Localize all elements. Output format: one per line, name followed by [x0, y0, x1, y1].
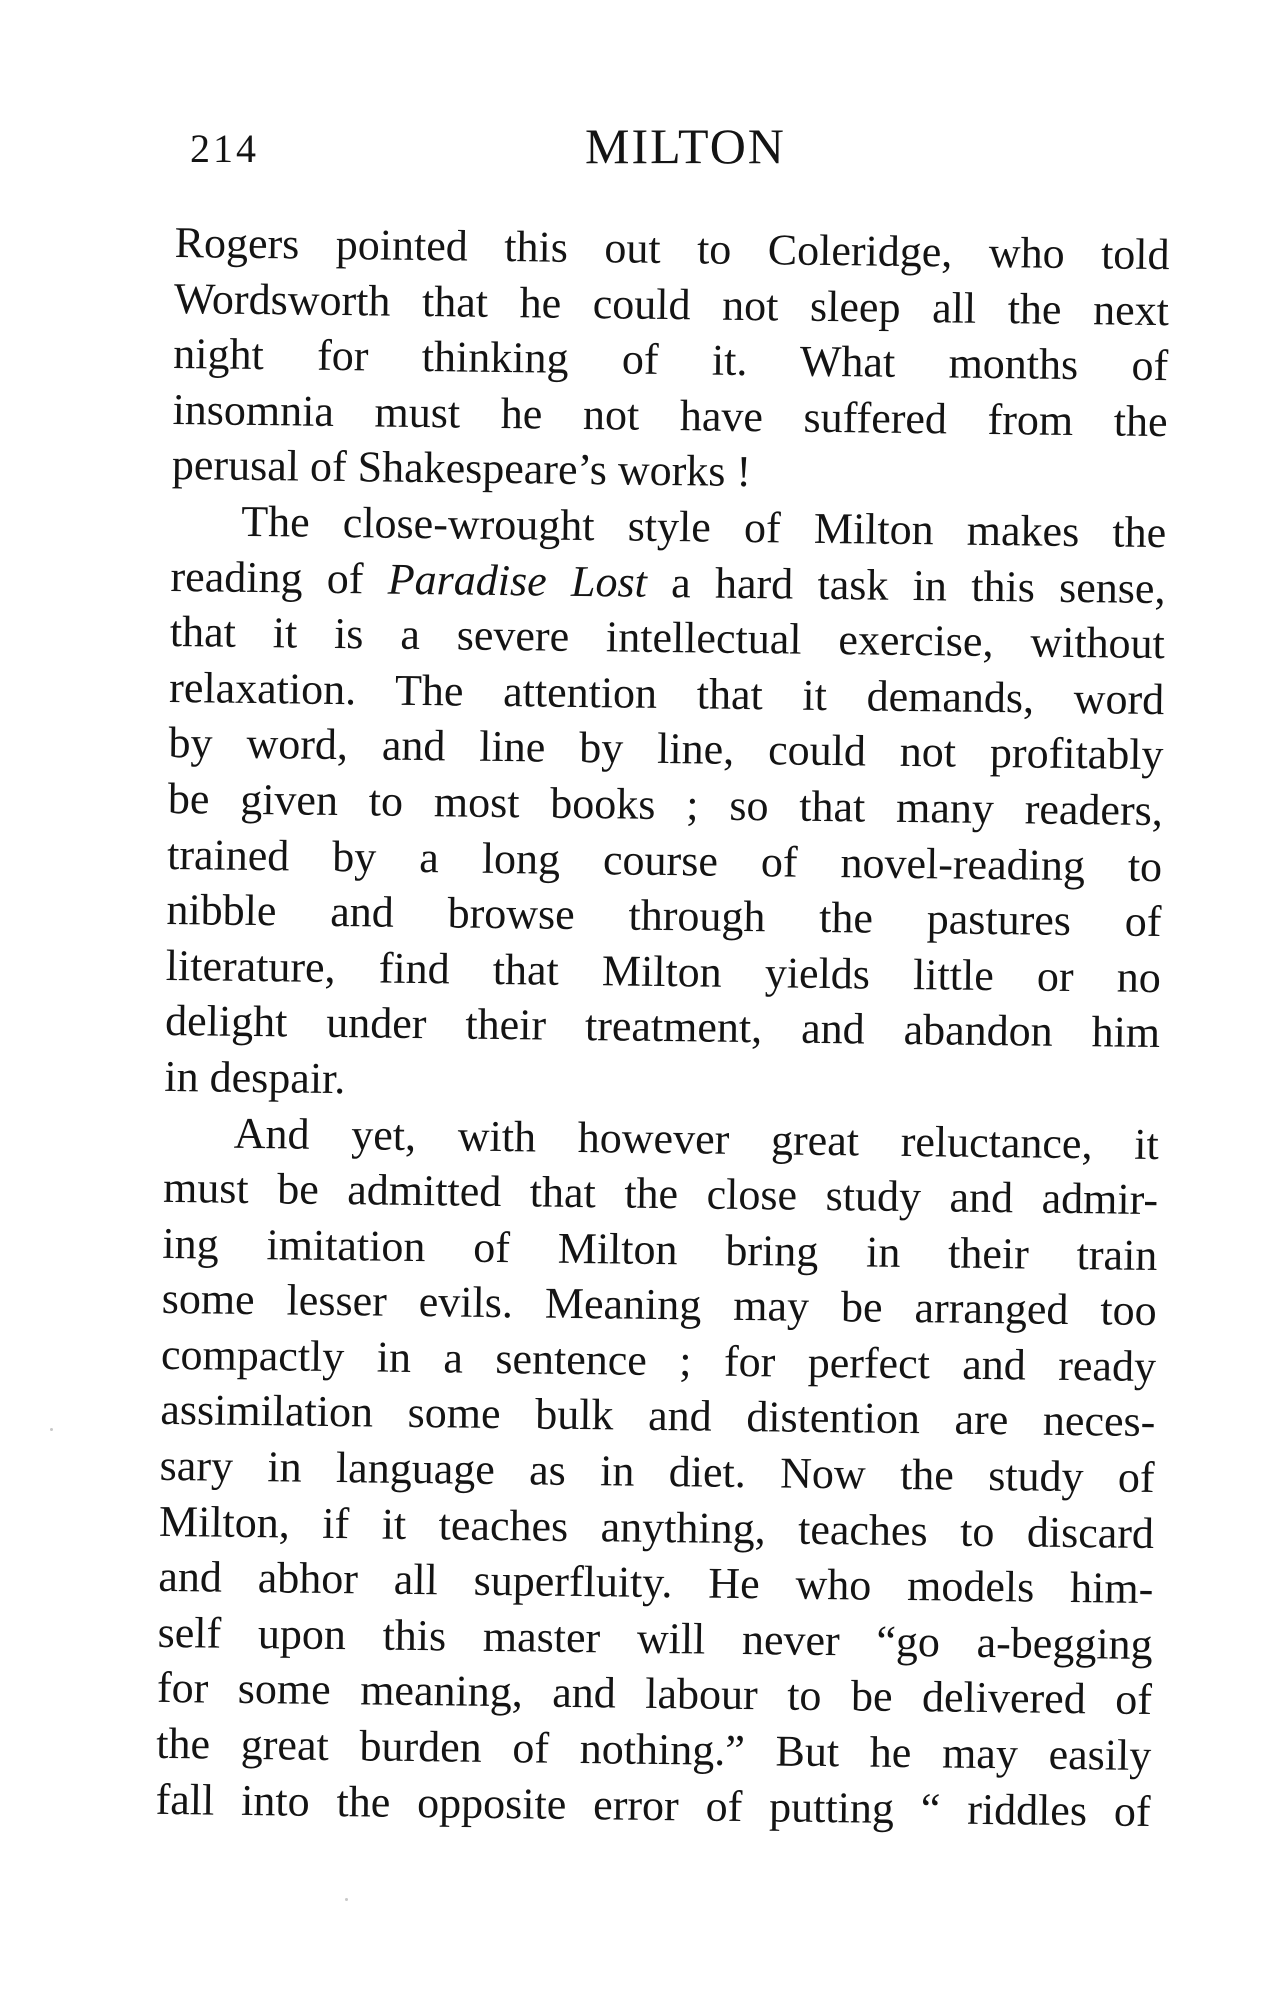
page-number: 214: [190, 126, 259, 171]
text-line: Rogers pointed this out to Coleridge, who told: [174, 217, 1170, 280]
text-line: literature, find that Milton yields little or no: [165, 940, 1162, 1002]
text-line: Wordsworth that he could not sleep all the next: [173, 273, 1170, 335]
page-header: [190, 118, 1170, 185]
text-line: Milton, if it teaches anything, teaches to discard: [158, 1496, 1155, 1558]
text-line: The close-wrought style of Milton makes the: [240, 496, 1167, 558]
text-line: some lesser evils. Meaning may be arranged too: [161, 1274, 1157, 1336]
text-line: the great burden of nothing.” But he may easily: [156, 1718, 1152, 1781]
text-line: by word, and line by line, could not profitably: [168, 718, 1164, 780]
text-line: compactly in a sentence ; for perfect and ready: [160, 1329, 1157, 1391]
text-line: in despair.: [164, 1051, 346, 1104]
text-line: and abhor all superfluity. He who models him-: [158, 1552, 1154, 1614]
paper-speck: [50, 1428, 53, 1431]
text-fragment: a hard task in this sense,: [670, 557, 1166, 613]
book-title: Paradise Lost: [387, 554, 648, 607]
text-line: delight under their treatment, and abandon him: [164, 996, 1161, 1058]
text-line: night for thinking of it. What months of: [173, 329, 1169, 391]
text-fragment: reading of: [170, 551, 364, 603]
text-line: perusal of Shakespeare’s works !: [171, 440, 752, 497]
text-line: ing imitation of Milton bring in their train: [162, 1218, 1158, 1280]
text-line: that it is a severe intellectual exercise, without: [169, 607, 1166, 669]
text-line: for some meaning, and labour to be delivered of: [156, 1663, 1153, 1725]
text-line: must be admitted that the close study and admir-: [162, 1163, 1159, 1225]
text-line: be given to most books ; so that many readers,: [167, 773, 1164, 836]
text-line: sary in language as in diet. Now the study of: [159, 1440, 1155, 1503]
text-line: assimilation some bulk and distention are neces-: [160, 1385, 1156, 1447]
text-line: fall into the opposite error of putting “ riddles of: [155, 1774, 1151, 1836]
text-line: And yet, with however great reluctance, it: [233, 1108, 1160, 1169]
body-text: [155, 215, 1170, 1839]
text-line: insomnia must he not have suffered from the: [172, 384, 1168, 446]
text-line: self upon this master will never “go a-begging: [157, 1607, 1153, 1669]
text-line: relaxation. The attention that it demands, word: [168, 662, 1165, 724]
text-line: trained by a long course of novel-reading to: [166, 829, 1163, 891]
text-line: nibble and browse through the pastures of: [166, 885, 1162, 947]
paper-speck: [345, 1898, 348, 1901]
running-head: MILTON: [585, 118, 786, 174]
